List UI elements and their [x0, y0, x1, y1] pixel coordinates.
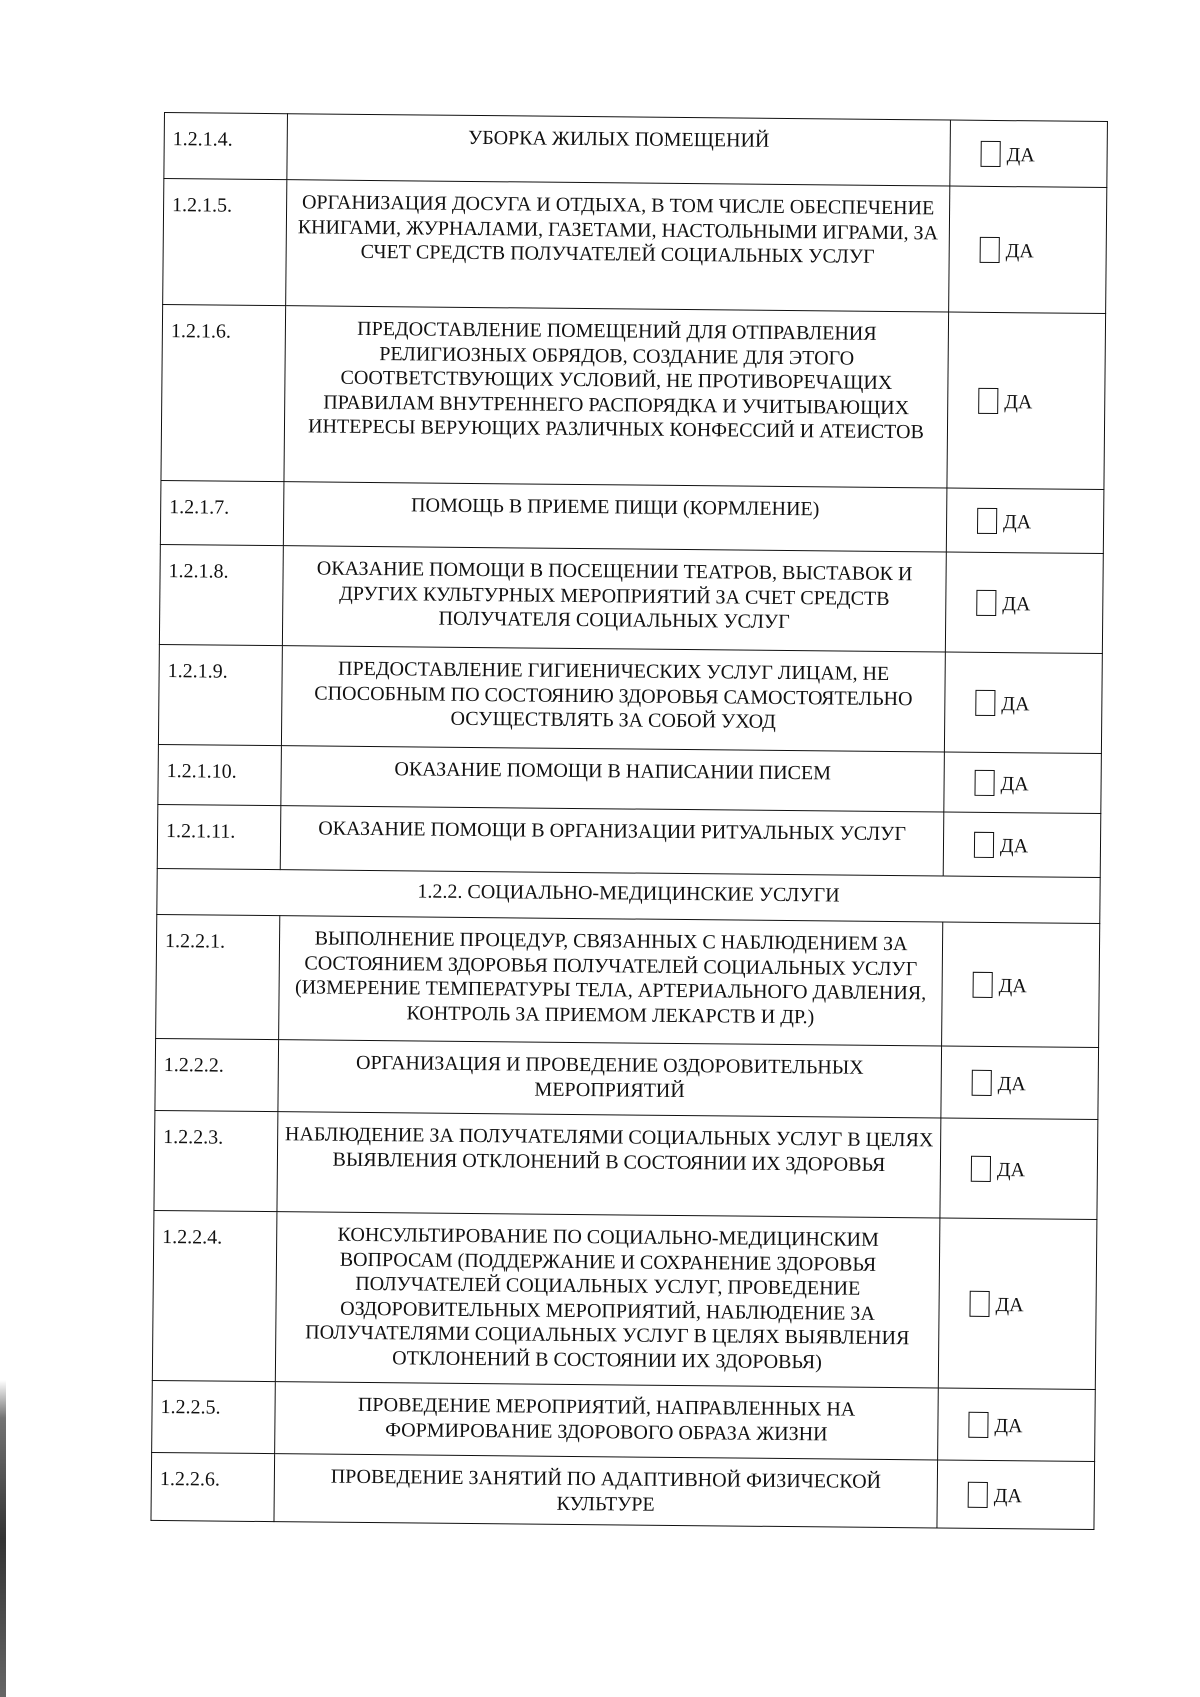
- service-description: ПРОВЕДЕНИЕ МЕРОПРИЯТИЙ, НАПРАВЛЕННЫХ НА ФОРМИРОВАНИЕ ЗДОРОВОГО ОБРАЗА ЖИЗНИ: [275, 1382, 939, 1460]
- service-row: [152, 1210, 1097, 1389]
- service-code: 1.2.1.8.: [159, 544, 283, 645]
- service-code: 1.2.1.4.: [164, 113, 288, 180]
- checkbox-label: ДА: [999, 835, 1029, 858]
- service-checkbox-cell: [946, 488, 1104, 554]
- service-description: ОРГАНИЗАЦИЯ И ПРОВЕДЕНИЕ ОЗДОРОВИТЕЛЬНЫХ МЕРОПРИЯТИЙ: [278, 1040, 942, 1118]
- service-checkbox-cell: [950, 120, 1108, 188]
- service-row: [156, 914, 1100, 1047]
- checkbox-label: ДА: [996, 1159, 1026, 1182]
- checkbox-label: ДА: [1000, 773, 1029, 796]
- service-row: [164, 113, 1108, 188]
- checkbox-label: ДА: [993, 1485, 1022, 1508]
- checkbox-label: ДА: [1005, 240, 1034, 263]
- service-description: ПРЕДОСТАВЛЕНИЕ ПОМЕЩЕНИЙ ДЛЯ ОТПРАВЛЕНИЯ РЕЛИГИОЗНЫХ ОБРЯДОВ, СОЗДАНИЕ ДЛЯ ЭТОГО СООТВЕТСТВУЮЩИХ УСЛОВИЙ, НЕ ПРОТИВОРЕЧАЩИХ ПРАВИЛАМ ВНУТРЕННЕГО РАСПОРЯДКА И УЧИТЫВАЮЩИХ ИНТЕРЕСЫ ВЕРУЮЩИХ РАЗЛИЧНЫХ КОНФЕССИЙ И АТЕИСТОВ: [284, 306, 949, 488]
- service-description: ПРОВЕДЕНИЕ ЗАНЯТИЙ ПО АДАПТИВНОЙ ФИЗИЧЕСКОЙ КУЛЬТУРЕ: [274, 1454, 938, 1528]
- service-checkbox-cell: [937, 1460, 1095, 1530]
- service-row: [159, 544, 1103, 653]
- service-checkbox-cell: [942, 922, 1100, 1048]
- services-table: [150, 112, 1107, 1530]
- service-checkbox-cell: [945, 552, 1103, 654]
- service-code: 1.2.2.5.: [152, 1380, 276, 1453]
- service-checkbox-cell: [944, 652, 1102, 754]
- service-row: [154, 1110, 1098, 1219]
- service-checkbox-cell: [943, 812, 1101, 878]
- service-description: КОНСУЛЬТИРОВАНИЕ ПО СОЦИАЛЬНО-МЕДИЦИНСКИМ ВОПРОСАМ (ПОДДЕРЖАНИЕ И СОХРАНЕНИЕ ЗДОРОВЬЯ ПОЛУЧАТЕЛЕЙ СОЦИАЛЬНЫХ УСЛУГ, ПРОВЕДЕНИЕ ОЗДОРОВИТЕЛЬНЫХ МЕРОПРИЯТИЙ, НАБЛЮДЕНИЕ ЗА ПОЛУЧАТЕЛЯМИ СОЦИАЛЬНЫХ УСЛУГ В ЦЕЛЯХ ВЫЯВЛЕНИЯ ОТКЛОНЕНИЙ В СОСТОЯНИИ ИХ ЗДОРОВЬЯ): [275, 1212, 940, 1388]
- section-heading: 1.2.2. СОЦИАЛЬНО-МЕДИЦИНСКИЕ УСЛУГИ: [157, 868, 1100, 923]
- checkbox-icon[interactable]: [981, 141, 1001, 167]
- services-table-body: [151, 113, 1107, 1530]
- checkbox-icon[interactable]: [974, 832, 994, 858]
- service-checkbox-cell: [944, 752, 1102, 814]
- checkbox-icon[interactable]: [972, 1070, 992, 1096]
- service-description: ВЫПОЛНЕНИЕ ПРОЦЕДУР, СВЯЗАННЫХ С НАБЛЮДЕНИЕМ ЗА СОСТОЯНИЕМ ЗДОРОВЬЯ ПОЛУЧАТЕЛЕЙ СОЦИАЛЬНЫХ УСЛУГ (ИЗМЕРЕНИЕ ТЕМПЕРАТУРЫ ТЕЛА, АРТЕРИАЛЬНОГО ДАВЛЕНИЯ, КОНТРОЛЬ ЗА ПРИЕМОМ ЛЕКАРСТВ И ДР.): [279, 916, 943, 1046]
- checkbox-icon[interactable]: [971, 1155, 991, 1181]
- service-code: 1.2.2.1.: [156, 914, 280, 1039]
- service-description: ОРГАНИЗАЦИЯ ДОСУГА И ОТДЫХА, В ТОМ ЧИСЛЕ ОБЕСПЕЧЕНИЕ КНИГАМИ, ЖУРНАЛАМИ, ГАЗЕТАМИ, НАСТОЛЬНЫМИ ИГРАМИ, ЗА СЧЕТ СРЕДСТВ ПОЛУЧАТЕЛЕЙ СОЦИАЛЬНЫХ УСЛУГ: [286, 180, 950, 312]
- checkbox-label: ДА: [1004, 391, 1033, 414]
- service-row: [151, 1452, 1095, 1529]
- checkbox-label: ДА: [1002, 511, 1032, 534]
- checkbox-label: ДА: [994, 1415, 1023, 1438]
- service-description: НАБЛЮДЕНИЕ ЗА ПОЛУЧАТЕЛЯМИ СОЦИАЛЬНЫХ УСЛУГ В ЦЕЛЯХ ВЫЯВЛЕНИЯ ОТКЛОНЕНИЙ В СОСТОЯНИИ ИХ ЗДОРОВЬЯ: [277, 1112, 941, 1218]
- service-row: [155, 1038, 1099, 1119]
- service-description: ПОМОЩЬ В ПРИЕМЕ ПИЩИ (КОРМЛЕНИЕ): [283, 482, 947, 552]
- checkbox-icon[interactable]: [974, 770, 994, 796]
- service-description: УБОРКА ЖИЛЫХ ПОМЕЩЕНИЙ: [287, 114, 951, 186]
- checkbox-label: ДА: [1001, 693, 1030, 716]
- service-checkbox-cell: [947, 312, 1106, 489]
- service-code: 1.2.1.5.: [163, 179, 287, 306]
- checkbox-icon[interactable]: [975, 690, 995, 716]
- service-row: [161, 304, 1106, 489]
- checkbox-label: ДА: [998, 975, 1027, 998]
- service-row: [160, 480, 1104, 553]
- service-row: [152, 1380, 1096, 1461]
- service-code: 1.2.2.6.: [151, 1452, 275, 1521]
- service-row: [158, 644, 1102, 753]
- checkbox-label: ДА: [997, 1073, 1026, 1096]
- service-description: ОКАЗАНИЕ ПОМОЩИ В ОРГАНИЗАЦИИ РИТУАЛЬНЫХ УСЛУГ: [280, 806, 944, 876]
- checkbox-icon[interactable]: [978, 388, 998, 414]
- checkbox-icon[interactable]: [968, 1481, 988, 1507]
- checkbox-label: ДА: [1002, 593, 1031, 616]
- checkbox-icon[interactable]: [977, 508, 997, 534]
- service-checkbox-cell: [940, 1118, 1098, 1220]
- service-row: [163, 179, 1107, 314]
- checkbox-icon[interactable]: [980, 237, 1000, 263]
- service-description: ОКАЗАНИЕ ПОМОЩИ В ПОСЕЩЕНИИ ТЕАТРОВ, ВЫСТАВОК И ДРУГИХ КУЛЬТУРНЫХ МЕРОПРИЯТИЙ ЗА СЧЕТ СРЕДСТВ ПОЛУЧАТЕЛЯ СОЦИАЛЬНЫХ УСЛУГ: [282, 546, 946, 652]
- service-checkbox-cell: [938, 1388, 1096, 1462]
- service-code: 1.2.1.11.: [157, 804, 281, 869]
- service-description: ОКАЗАНИЕ ПОМОЩИ В НАПИСАНИИ ПИСЕМ: [281, 746, 945, 812]
- checkbox-label: ДА: [995, 1294, 1024, 1317]
- service-code: 1.2.2.3.: [154, 1110, 278, 1211]
- service-code: 1.2.1.9.: [158, 644, 282, 745]
- service-checkbox-cell: [941, 1046, 1099, 1120]
- service-code: 1.2.2.4.: [152, 1210, 277, 1381]
- service-description: ПРЕДОСТАВЛЕНИЕ ГИГИЕНИЧЕСКИХ УСЛУГ ЛИЦАМ, НЕ СПОСОБНЫМ ПО СОСТОЯНИЮ ЗДОРОВЬЯ САМОСТОЯТЕЛЬНО ОСУЩЕСТВЛЯТЬ ЗА СОБОЙ УХОД: [281, 646, 945, 752]
- checkbox-icon[interactable]: [976, 590, 996, 616]
- checkbox-label: ДА: [1006, 144, 1035, 167]
- service-checkbox-cell: [938, 1218, 1097, 1389]
- service-code: 1.2.2.2.: [155, 1038, 279, 1111]
- service-code: 1.2.1.6.: [161, 304, 286, 481]
- checkbox-icon[interactable]: [973, 972, 993, 998]
- service-code: 1.2.1.10.: [158, 744, 282, 805]
- service-row: [158, 744, 1102, 813]
- checkbox-icon[interactable]: [968, 1411, 988, 1437]
- service-code: 1.2.1.7.: [160, 480, 284, 545]
- scan-edge: [0, 1380, 6, 1697]
- checkbox-icon[interactable]: [969, 1290, 989, 1316]
- service-checkbox-cell: [949, 186, 1107, 314]
- service-row: [157, 804, 1101, 877]
